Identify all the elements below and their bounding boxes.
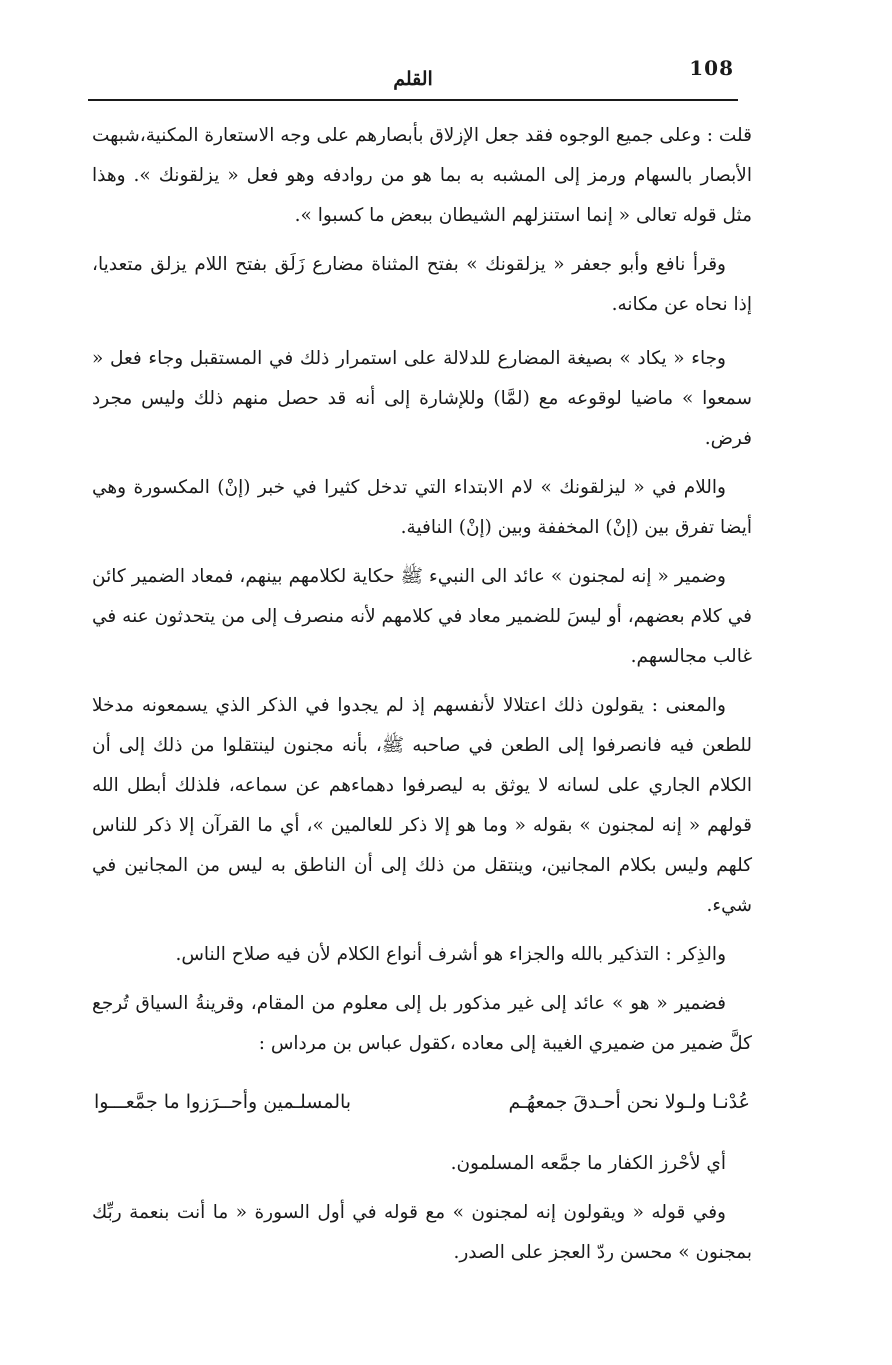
paragraph: وقرأ نافع وأبو جعفر « يزلقونك » بفتح المثناة مضارع زَلَق بفتح اللام يزلق متعديا، إذا نحاه عن مكانه.: [92, 254, 752, 315]
paragraph: وفي قوله « ويقولون إنه لمجنون » مع قوله في أول السورة « ما أنت بنعمة ربِّك بمجنون » محسن ردّ العجز على الصدر.: [92, 1202, 752, 1263]
verse-second-hemistich: بالمسلـمين وأحــرَزوا ما جمَّعـــوا: [94, 1091, 352, 1113]
paragraph: فضمير « هو » عائد إلى غير مذكور بل إلى معلوم من المقام، وقرينةُ السياق تُرجع كلَّ ضمير من ضميري الغيبة إلى معاده ،كقول عباس بن مرداس :: [92, 993, 752, 1054]
verse-first-hemistich: عُدْنـا ولـولا نحن أحـدقَ جمعهُـم: [508, 1091, 750, 1113]
body-text: [92, 116, 752, 1282]
running-title: القلم: [393, 68, 433, 90]
paragraph: والذِكر : التذكير بالله والجزاء هو أشرف أنواع الكلام لأن فيه صلاح الناس.: [175, 944, 726, 965]
header-rule: [88, 99, 738, 101]
paragraph: قلت : وعلى جميع الوجوه فقد جعل الإزلاق بأبصارهم على وجه الاستعارة المكنية،شبهت الأبصار بالسهام ورمز إلى المشبه به بما هو من روادفه وهو فعل « يزلقونك ». وهذا مثل قوله تعالى « إنما استنزلهم الشيطان ببعض ما كسبوا ».: [92, 125, 752, 226]
paragraph: وجاء « يكاد » بصيغة المضارع للدلالة على استمرار ذلك في المستقبل وجاء فعل « سمعوا » ماضيا لوقوعه مع (لمَّا) وللإشارة إلى أنه قد حصل منهم ذلك وليس مجرد فرض.: [92, 348, 752, 449]
page-header: [88, 52, 738, 92]
paragraph: وضمير « إنه لمجنون » عائد الى النبيء ﷺ حكاية لكلامهم بينهم، فمعاد الضمير كائن في كلام بعضهم، أو ليسَ للضمير معاد في كلامهم لأنه منصرف إلى من يتحدثون عنه في غالب مجالسهم.: [92, 566, 752, 667]
poetry-verse: [92, 1082, 752, 1122]
paragraph: أي لأحْرز الكفار ما جمَّعه المسلمون.: [450, 1153, 726, 1174]
page-number: 108: [689, 56, 734, 80]
paragraph: والمعنى : يقولون ذلك اعتلالا لأنفسهم إذ لم يجدوا في الذكر الذي يسمعونه مدخلا للطعن فيه فانصرفوا إلى الطعن في صاحبه ﷺ، بأنه مجنون لينتقلوا من ذلك إلى أن الكلام الجاري على لسانه لا يوثق به ليصرفوا دهماءهم عن سماعه، فلذلك أبطل الله قولهم « إنه لمجنون » بقوله « وما هو إلا ذكر للعالمين »، أي ما القرآن إلا ذكر للناس كلهم وليس بكلام المجانين، وينتقل من ذلك إلى أن الناطق به ليس من المجانين في شيء.: [92, 695, 752, 916]
paragraph: واللام في « ليزلقونك » لام الابتداء التي تدخل كثيرا في خبر (إنْ) المكسورة وهي أيضا تفرق بين (إنْ) المخففة وبين (إنْ) النافية.: [92, 477, 752, 538]
